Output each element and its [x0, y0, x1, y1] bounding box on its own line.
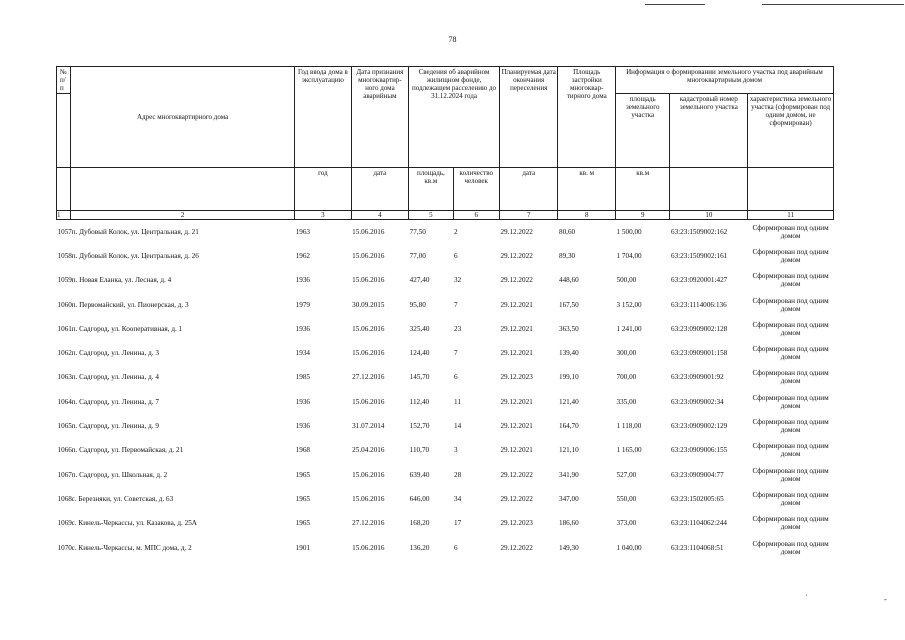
year-cell: 1965	[295, 470, 310, 479]
cadastral-number-cell: 63:23:1104062:244	[670, 519, 728, 528]
planned-date-cell: 29.12.2023	[500, 519, 533, 528]
building-area-cell: 167,50	[558, 300, 579, 309]
people-count-cell: 34	[454, 494, 462, 503]
row-number: 1059	[57, 276, 72, 285]
people-count-cell: 23	[454, 324, 462, 333]
people-count-cell: 17	[454, 519, 462, 528]
people-count-cell: 32	[454, 276, 462, 285]
building-area-cell: 121,40	[558, 397, 579, 406]
row-number: 1066	[57, 446, 72, 455]
cadastral-number-cell: 63:23:0909002:129	[670, 422, 728, 431]
building-area-cell: 363,50	[558, 324, 579, 333]
address-cell: с. Березняки, ул. Советская, д. 63	[71, 494, 174, 503]
land-characteristic-cell: Сформирован под одним домом	[752, 296, 829, 313]
land-characteristic-cell: Сформирован под одним домом	[752, 490, 829, 507]
area-cell: 77,50	[409, 227, 426, 236]
column-index: 4	[351, 211, 409, 220]
planned-date-cell: 29.12.2022	[500, 470, 533, 479]
area-cell: 646,00	[409, 494, 430, 503]
unit-cadastral-blank	[670, 168, 748, 211]
table-row	[57, 244, 834, 268]
land-characteristic-cell: Сформирован под одним домом	[752, 418, 829, 435]
cadastral-number-cell: 63:23:0909001:158	[670, 349, 728, 358]
year-cell: 1936	[295, 397, 310, 406]
area-cell: 124,40	[409, 349, 430, 358]
page-number: 78	[448, 35, 457, 44]
unit-char-blank	[748, 168, 834, 211]
planned-date-cell: 29.12.2021	[500, 324, 533, 333]
people-count-cell: 6	[454, 543, 458, 552]
building-area-cell: 164,70	[558, 422, 579, 431]
scan-edge-line	[645, 4, 705, 5]
cadastral-number-cell: 63:23:1114006:136	[670, 300, 727, 309]
land-characteristic-cell: Сформирован под одним домом	[752, 393, 829, 410]
land-characteristic-cell: Сформирован под одним домом	[752, 442, 829, 459]
table-row	[57, 438, 834, 462]
address-cell: п. Дубовый Колок, ул. Центральная, д. 26	[71, 251, 199, 260]
recognition-date-cell: 27.12.2016	[352, 373, 385, 382]
people-count-cell: 6	[454, 373, 458, 382]
header-address: Адрес многоквартирного дома	[71, 67, 295, 168]
units-blank	[57, 168, 71, 211]
recognition-date-cell: 27.12.2016	[352, 519, 385, 528]
building-area-cell: 186,60	[558, 519, 579, 528]
row-number: 1063	[57, 373, 72, 382]
planned-date-cell: 29.12.2022	[500, 276, 533, 285]
people-count-cell: 6	[454, 251, 458, 260]
cadastral-number-cell: 63:23:0909002:34	[670, 397, 724, 406]
table-row	[57, 462, 834, 486]
people-count-cell: 11	[454, 397, 461, 406]
header-row	[57, 67, 834, 94]
row-number: 1057	[57, 227, 72, 236]
row-number: 1061	[57, 324, 72, 333]
land-characteristic-cell: Сформирован под одним домом	[752, 466, 829, 483]
column-index: 9	[615, 211, 669, 220]
area-cell: 168,20	[409, 519, 430, 528]
table-body	[57, 220, 834, 560]
planned-date-cell: 29.12.2022	[500, 251, 533, 260]
table-row	[57, 317, 834, 341]
building-area-cell: 121,10	[558, 446, 579, 455]
row-number: 1067	[57, 470, 72, 479]
header-cadastral: кадастровый номер земельного участка	[670, 94, 748, 168]
land-area-cell: 300,00	[616, 349, 637, 358]
year-cell: 1936	[295, 422, 310, 431]
building-area-cell: 89,30	[558, 251, 576, 260]
unit-year: год	[295, 168, 352, 211]
address-cell: п. Садгород, ул. Кооперативная, д. 1	[71, 324, 183, 333]
land-area-cell: 1 165,00	[616, 446, 642, 455]
planned-date-cell: 29.12.2021	[500, 422, 533, 431]
address-cell: п. Садгород, ул. Ленина, д. 9	[71, 422, 159, 431]
area-cell: 95,80	[409, 300, 426, 309]
area-cell: 427,40	[409, 276, 430, 285]
year-cell: 1963	[295, 227, 310, 236]
land-area-cell: 550,00	[616, 494, 637, 503]
scan-mark: ·	[805, 591, 808, 600]
header-planned-date: Планируемая дата окончания переселения	[499, 67, 558, 168]
table-row	[57, 414, 834, 438]
unit-building-sqm: кв. м	[558, 168, 616, 211]
cadastral-number-cell: 63:23:1502005:65	[670, 494, 724, 503]
year-cell: 1962	[295, 251, 310, 260]
land-characteristic-cell: Сформирован под одним домом	[752, 223, 829, 240]
cadastral-number-cell: 63:23:1509002:162	[670, 227, 728, 236]
row-number: 1069	[57, 519, 72, 528]
table-row	[57, 341, 834, 365]
address-cell: п. Садгород, ул. Школьная, д. 2	[71, 470, 168, 479]
building-area-cell: 347,00	[558, 494, 579, 503]
cadastral-number-cell: 63:23:1509002:161	[670, 251, 728, 260]
land-area-cell: 700,00	[616, 373, 637, 382]
header-building-area: Площадь застройки многоквар-тирного дома	[558, 67, 616, 168]
area-cell: 136,20	[409, 543, 430, 552]
cadastral-number-cell: 63:23:0920001:427	[670, 276, 728, 285]
units-row	[57, 168, 834, 211]
year-cell: 1901	[295, 543, 310, 552]
table-row	[57, 292, 834, 316]
housing-register-table	[56, 66, 834, 560]
people-count-cell: 2	[454, 227, 458, 236]
land-area-cell: 1 040,00	[616, 543, 642, 552]
planned-date-cell: 29.12.2021	[500, 397, 533, 406]
land-characteristic-cell: Сформирован под одним домом	[752, 247, 829, 264]
address-cell: п. Садгород, ул. Ленина, д. 4	[71, 373, 159, 382]
unit-date: дата	[351, 168, 409, 211]
year-cell: 1934	[295, 349, 310, 358]
land-area-cell: 527,00	[616, 470, 637, 479]
table-row	[57, 365, 834, 389]
unit-area: площадь, кв.м	[409, 168, 453, 211]
people-count-cell: 14	[454, 422, 462, 431]
row-number: 1068	[57, 494, 72, 503]
area-cell: 152,70	[409, 422, 430, 431]
address-cell: п. Первомайский, ул. Пионерская, д. 3	[71, 300, 189, 309]
recognition-date-cell: 25.04.2016	[352, 446, 385, 455]
planned-date-cell: 29.12.2022	[500, 494, 533, 503]
land-area-cell: 500,00	[616, 276, 637, 285]
cadastral-number-cell: 63:23:0909002:128	[670, 324, 728, 333]
column-index-row	[57, 211, 834, 220]
planned-date-cell: 29.12.2021	[500, 300, 533, 309]
building-area-cell: 341,90	[558, 470, 579, 479]
column-index: 10	[670, 211, 748, 220]
column-index: 5	[409, 211, 453, 220]
address-cell: п. Садгород, ул. Ленина, д. 3	[71, 349, 159, 358]
column-index: 8	[558, 211, 616, 220]
building-area-cell: 149,30	[558, 543, 579, 552]
recognition-date-cell: 15.06.2016	[352, 543, 385, 552]
recognition-date-cell: 31.07.2014	[352, 422, 385, 431]
table-row	[57, 268, 834, 292]
address-cell: п. Дубовый Колок, ул. Центральная, д. 21	[71, 227, 199, 236]
land-area-cell: 1 500,00	[616, 227, 642, 236]
header-year-built: Год ввода дома в эксплуатацию	[295, 67, 352, 168]
planned-date-cell: 29.12.2022	[500, 227, 533, 236]
planned-date-cell: 29.12.2022	[500, 543, 533, 552]
land-characteristic-cell: Сформирован под одним домом	[752, 515, 829, 532]
year-cell: 1968	[295, 446, 310, 455]
land-area-cell: 373,00	[616, 519, 637, 528]
people-count-cell: 7	[454, 300, 458, 309]
year-cell: 1985	[295, 373, 310, 382]
recognition-date-cell: 15.06.2016	[352, 276, 385, 285]
building-area-cell: 448,60	[558, 276, 579, 285]
column-index: 2	[71, 211, 295, 220]
recognition-date-cell: 30.09.2015	[352, 300, 385, 309]
column-index: 7	[499, 211, 558, 220]
land-characteristic-cell: Сформирован под одним домом	[752, 320, 829, 337]
recognition-date-cell: 15.06.2016	[352, 397, 385, 406]
header-recognition-date: Дата признания многоквартир-ного дома аварийным	[351, 67, 409, 168]
row-number: 1065	[57, 422, 72, 431]
row-number: 1070	[57, 543, 72, 552]
recognition-date-cell: 15.06.2016	[352, 251, 385, 260]
land-area-cell: 1 118,00	[616, 422, 642, 431]
table-row	[57, 220, 834, 244]
land-area-cell: 3 152,00	[616, 300, 642, 309]
table-row	[57, 390, 834, 414]
people-count-cell: 7	[454, 349, 458, 358]
scan-edge-line	[762, 4, 904, 5]
cadastral-number-cell: 63:23:0909004:77	[670, 470, 724, 479]
land-characteristic-cell: Сформирован под одним домом	[752, 539, 829, 556]
planned-date-cell: 29.12.2023	[500, 373, 533, 382]
header-num-blank	[57, 94, 71, 168]
year-cell: 1936	[295, 324, 310, 333]
unit-planned-date: дата	[499, 168, 558, 211]
land-area-cell: 1 704,00	[616, 251, 642, 260]
building-area-cell: 80,60	[558, 227, 576, 236]
address-cell: п. Новая Еланка, ул. Лесная, д. 4	[71, 276, 172, 285]
row-number: 1064	[57, 397, 72, 406]
table-row	[57, 535, 834, 559]
area-cell: 112,40	[409, 397, 430, 406]
unit-people: количество человек	[453, 168, 499, 211]
table-row	[57, 487, 834, 511]
land-characteristic-cell: Сформирован под одним домом	[752, 272, 829, 289]
area-cell: 325,40	[409, 324, 430, 333]
table-row	[57, 511, 834, 535]
people-count-cell: 28	[454, 470, 462, 479]
address-cell: п. Садгород, ул. Ленина, д. 7	[71, 397, 159, 406]
year-cell: 1979	[295, 300, 310, 309]
land-characteristic-cell: Сформирован под одним домом	[752, 369, 829, 386]
area-cell: 145,70	[409, 373, 430, 382]
cadastral-number-cell: 63:23:0909001:92	[670, 373, 724, 382]
address-cell: с. Кинель-Черкассы, м. МПС дома, д. 2	[71, 543, 192, 552]
unit-land-sqm: кв.м	[615, 168, 669, 211]
year-cell: 1936	[295, 276, 310, 285]
column-index: 6	[453, 211, 499, 220]
land-area-cell: 1 241,00	[616, 324, 642, 333]
header-land-char: характеристика земельного участка (сформирован под одним домом, не сформирован)	[748, 94, 834, 168]
land-characteristic-cell: Сформирован под одним домом	[752, 345, 829, 362]
row-number: 1062	[57, 349, 72, 358]
recognition-date-cell: 15.06.2016	[352, 494, 385, 503]
header-land-area: площадь земельного участка	[615, 94, 669, 168]
header-land-info: Информация о формировании земельного участка под аварийным многоквартирным домом	[615, 67, 833, 94]
recognition-date-cell: 15.06.2016	[352, 324, 385, 333]
header-fund-info: Сведения об аварийном жилищном фонде, подлежащем расселению до 31.12.2024 года	[409, 67, 500, 168]
cadastral-number-cell: 63:23:0909006:155	[670, 446, 728, 455]
header-num: № п/п	[57, 67, 71, 94]
column-index: 1	[57, 211, 71, 220]
area-cell: 639,40	[409, 470, 430, 479]
land-area-cell: 335,00	[616, 397, 637, 406]
people-count-cell: 3	[454, 446, 458, 455]
units-address-blank	[71, 168, 295, 211]
column-index: 3	[295, 211, 352, 220]
row-number: 1060	[57, 300, 72, 309]
planned-date-cell: 29.12.2021	[500, 446, 533, 455]
recognition-date-cell: 15.06.2016	[352, 227, 385, 236]
recognition-date-cell: 15.06.2016	[352, 349, 385, 358]
year-cell: 1965	[295, 494, 310, 503]
area-cell: 77,00	[409, 251, 426, 260]
column-index: 11	[748, 211, 834, 220]
building-area-cell: 199,10	[558, 373, 579, 382]
area-cell: 110,70	[409, 446, 430, 455]
address-cell: п. Садгород, ул. Первомайская, д. 21	[71, 446, 184, 455]
address-cell: с. Кинель-Черкассы, ул. Казакова, д. 25А	[71, 519, 197, 528]
planned-date-cell: 29.12.2021	[500, 349, 533, 358]
cadastral-number-cell: 63:23:1104068:51	[670, 543, 724, 552]
row-number: 1058	[57, 251, 72, 260]
year-cell: 1965	[295, 519, 310, 528]
building-area-cell: 139,40	[558, 349, 579, 358]
recognition-date-cell: 15.06.2016	[352, 470, 385, 479]
scan-mark: -	[884, 595, 887, 604]
